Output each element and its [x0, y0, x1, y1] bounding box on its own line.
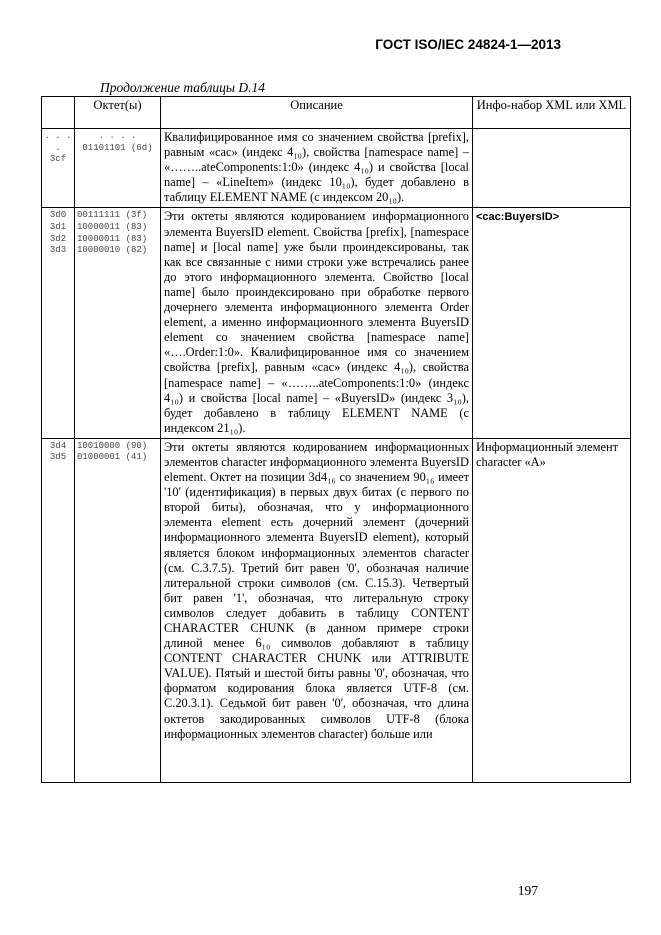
description-cell: Эти октеты являются кодированием информационных элементов character информационного элемента BuyersID element. Октет на позиции 3d4₁₆ со значением 90₁₆ имеет '10' (идентификация) в первых двух битах (с первого по второй биты), обозначая, что у информационного элемента element есть дочерний элемент (дочерний информационного элемента BuyersID element), который является блоком информационных элементов character (см. С.3.7.5). Третий бит равен '0', обозначая наличие литеральной строки символов (см. С.15.3). Четвертый бит равен '1', обозначая, что литеральную строку символов следует добавить в таблицу CONTENT CHARACTER CHUNK (в данном примере строки длиной менее 6₁₀ символов добавляют в таблицу CONTENT CHARACTER CHUNK или ATTRIBUTE VALUE). Пятый и шестой биты равны '0', обозначая, что форматом кодирования блока является UTF-8 (см. С.20.3.1). Седьмой бит равен '0', обозначая, что длина октетов закодированных символов UTF-8 (блока информационных элементов character) больше или — [161, 438, 473, 782]
table-row — [42, 438, 631, 782]
addr-cell: 3d4 3d5 — [42, 438, 75, 782]
infoset-cell — [473, 129, 631, 208]
description-cell: Эти октеты являются кодированием информационного элемента BuyersID element. Свойства [prefix], [namespace name] и [local name] уже были проиндексированы, так как все связанные с ними строки уже встречались ранее до этого информационного элемента. Свойство [local name] было проиндексировано при обработке первого дочернего элемента информационного элемента Order element, а именно информационного элемента BuyersID element со значением свойства [namespace name] «….Order:1:0». Квалифицированное имя со значением свойства [prefix], равным «cac» (индекс 4₁₀), свойства [namespace name] – «……..ateComponents:1:0» (индекс 4₁₀) и свойства [local name] – «BuyersID» (индекс 3₁₀), будет добавлено в таблицу ELEMENT NAME (с индексом 21₁₀). — [161, 208, 473, 438]
table-row — [42, 208, 631, 438]
addr-cell: . . . . 3cf — [42, 129, 75, 208]
header-description: Описание — [161, 97, 473, 129]
octets-cell: 00111111 (3f) 10000011 (83) 10000011 (83) 10000010 (82) — [75, 208, 161, 438]
infoset-cell: <cac:BuyersID> — [473, 208, 631, 438]
addr-cell: 3d0 3d1 3d2 3d3 — [42, 208, 75, 438]
document-header: ГОСТ ISO/IEC 24824-1—2013 — [375, 37, 561, 52]
infoset-cell: Информационный элемент character «A» — [473, 438, 631, 782]
description-cell: Квалифицированное имя со значением свойства [prefix], равным «cac» (индекс 4₁₀), свойства [namespace name] – «……..ateComponents:1:0» (индекс 4₁₀) и свойства [local name] – «LineItem» (индекс 10₁₀), будет добавлено в таблицу ELEMENT NAME (с индексом 20₁₀). — [161, 129, 473, 208]
table-header-row — [42, 97, 631, 129]
header-infoset: Инфо-набор XML или XML — [473, 97, 631, 129]
table-row — [42, 129, 631, 208]
octets-cell: . . . . 01101101 (6d) — [75, 129, 161, 208]
data-table — [41, 96, 631, 783]
page-number: 197 — [517, 883, 538, 898]
table-caption: Продолжение таблицы D.14 — [100, 80, 266, 95]
header-addr — [42, 97, 75, 129]
header-octets: Октет(ы) — [75, 97, 161, 129]
octets-cell: 10010000 (90) 01000001 (41) — [75, 438, 161, 782]
